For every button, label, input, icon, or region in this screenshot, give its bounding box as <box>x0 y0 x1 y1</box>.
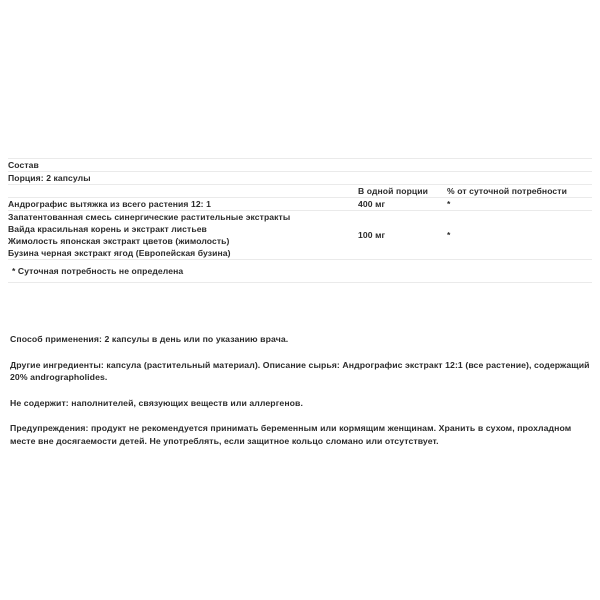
table-row-column-headers <box>8 185 592 198</box>
supplement-facts-table <box>8 158 592 283</box>
blend-line: Вайда красильная корень и экстракт листьев <box>8 224 207 234</box>
product-notes <box>10 333 592 447</box>
blend-name-list <box>8 211 358 260</box>
blend-line: Жимолость японская экстракт цветов (жимолость) <box>8 236 230 246</box>
free-of-text: Не содержит: наполнителей, связующих веществ или аллергенов. <box>10 397 303 408</box>
blend-line: Запатентованная смесь синергические растительные экстракты <box>8 212 291 222</box>
table-row-proprietary-blend <box>8 211 592 260</box>
column-header-daily-value: % от суточной потребности <box>447 185 592 198</box>
column-header-amount-per-serving: В одной порции <box>358 185 447 198</box>
warnings-text: Предупреждения: продукт не рекомендуется принимать беременным или кормящим женщинам. Хранить в сухом, прохладном месте вне досягаемости детей. Не употреблять, если защитное кольцо сломано или отсутствует. <box>10 423 572 446</box>
ingredient-name: Андрографис вытяжка из всего растения 12: 1 <box>8 198 358 211</box>
blend-daily-value: * <box>447 211 592 260</box>
blend-amount: 100 мг <box>358 211 447 260</box>
table-row-serving-size <box>8 172 592 185</box>
facts-title: Состав <box>8 159 592 172</box>
table-row-ingredient <box>8 198 592 211</box>
other-ingredients-text: Другие ингредиенты: капсула (растительный материал). Описание сырья: Андрографис экстракт 12:1 (все растение), содержащий 20% andrographolides. <box>10 359 590 382</box>
directions-text: Способ применения: 2 капсулы в день или по указанию врача. <box>10 334 289 344</box>
ingredient-daily-value: * <box>447 198 592 211</box>
serving-size-label: Порция: 2 капсулы <box>8 172 592 185</box>
blend-line: Бузина черная экстракт ягод (Европейская бузина) <box>8 248 231 258</box>
table-row-title <box>8 159 592 172</box>
column-header-name <box>8 185 358 198</box>
ingredient-amount: 400 мг <box>358 198 447 211</box>
daily-value-footnote: * Суточная потребность не определена <box>8 260 592 283</box>
table-row-footnote <box>8 260 592 283</box>
